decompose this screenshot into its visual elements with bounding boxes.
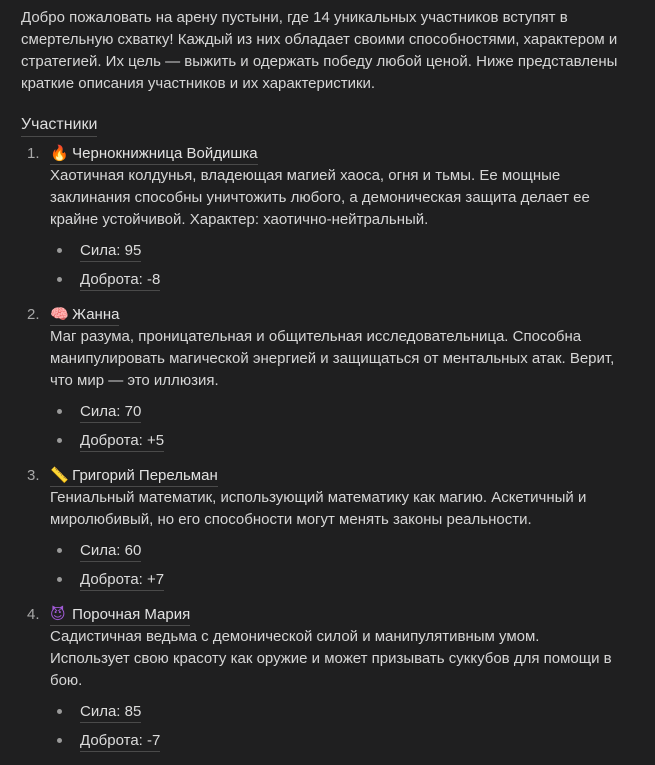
participant-item bbox=[21, 143, 621, 298]
stat-strength bbox=[50, 701, 621, 730]
participants-list bbox=[21, 143, 621, 759]
participant-name-link[interactable] bbox=[50, 604, 190, 626]
participant-name: Григорий Перельман bbox=[72, 467, 218, 484]
participant-description: Садистичная ведьма с демонической силой и манипулятивным умом. Использует свою красоту как оружие и может призывать суккубов для помощи в бою. bbox=[50, 628, 612, 689]
bullet-icon bbox=[57, 548, 62, 553]
stats-list bbox=[50, 240, 621, 298]
stat-kindness bbox=[50, 730, 621, 759]
participant-name-link[interactable] bbox=[50, 143, 258, 165]
intro-paragraph: Добро пожаловать на арену пустыни, где 14 уникальных участников вступят в смертельную схватку! Каждый из них обладает своими способностями, характером и стратегией. Их цель — выжить и одержать победу любой ценой. Ниже представлены краткие описания участников и их характеристики. bbox=[21, 9, 618, 92]
participant-item bbox=[21, 604, 621, 759]
stat-strength bbox=[50, 401, 621, 430]
strength-text[interactable]: Сила: 85 bbox=[80, 701, 141, 723]
participant-description: Маг разума, проницательная и общительная исследовательница. Способна манипулировать магической энергией и защищаться от ментальных атак. Верит, что мир — это иллюзия. bbox=[50, 328, 615, 389]
bullet-icon bbox=[57, 438, 62, 443]
bullet-icon bbox=[57, 738, 62, 743]
stat-kindness bbox=[50, 269, 621, 298]
strength-text[interactable]: Сила: 70 bbox=[80, 401, 141, 423]
brain-icon: 🧠 bbox=[50, 306, 69, 323]
list-number: 4. bbox=[27, 606, 40, 623]
participant-name: Чернокнижница Войдишка bbox=[72, 145, 258, 162]
participant-name: Порочная Мария bbox=[72, 606, 191, 623]
participant-description: Хаотичная колдунья, владеющая магией хаоса, огня и тьмы. Ее мощные заклинания способны уничтожить любого, а демоническая защита делает ее крайне устойчивой. Характер: хаотично-нейтральный. bbox=[50, 167, 590, 228]
participant-name-link[interactable] bbox=[50, 465, 218, 487]
list-number: 3. bbox=[27, 467, 40, 484]
participant-item bbox=[21, 465, 621, 598]
section-title-participants: Участники bbox=[21, 114, 97, 137]
devil-icon: 😈 bbox=[50, 606, 66, 623]
participant-description: Гениальный математик, использующий математику как магию. Аскетичный и миролюбивый, но его способности могут менять законы реальности. bbox=[50, 489, 587, 528]
list-number: 1. bbox=[27, 145, 40, 162]
kindness-text[interactable]: Доброта: +5 bbox=[80, 430, 164, 452]
bullet-icon bbox=[57, 709, 62, 714]
strength-text[interactable]: Сила: 95 bbox=[80, 240, 141, 262]
bullet-icon bbox=[57, 577, 62, 582]
bullet-icon bbox=[57, 409, 62, 414]
kindness-text[interactable]: Доброта: -8 bbox=[80, 269, 160, 291]
participant-name-link[interactable] bbox=[50, 304, 119, 326]
bullet-icon bbox=[57, 277, 62, 282]
stat-strength bbox=[50, 240, 621, 269]
list-number: 2. bbox=[27, 306, 40, 323]
bullet-icon bbox=[57, 248, 62, 253]
document-body bbox=[21, 7, 621, 765]
stat-kindness bbox=[50, 569, 621, 598]
stats-list bbox=[50, 540, 621, 598]
kindness-text[interactable]: Доброта: +7 bbox=[80, 569, 164, 591]
stats-list bbox=[50, 701, 621, 759]
stat-strength bbox=[50, 540, 621, 569]
strength-text[interactable]: Сила: 60 bbox=[80, 540, 141, 562]
participant-item bbox=[21, 304, 621, 459]
stat-kindness bbox=[50, 430, 621, 459]
ruler-icon: 📏 bbox=[50, 467, 69, 484]
kindness-text[interactable]: Доброта: -7 bbox=[80, 730, 160, 752]
participant-name: Жанна bbox=[72, 306, 120, 323]
fire-icon: 🔥 bbox=[50, 145, 69, 162]
stats-list bbox=[50, 401, 621, 459]
